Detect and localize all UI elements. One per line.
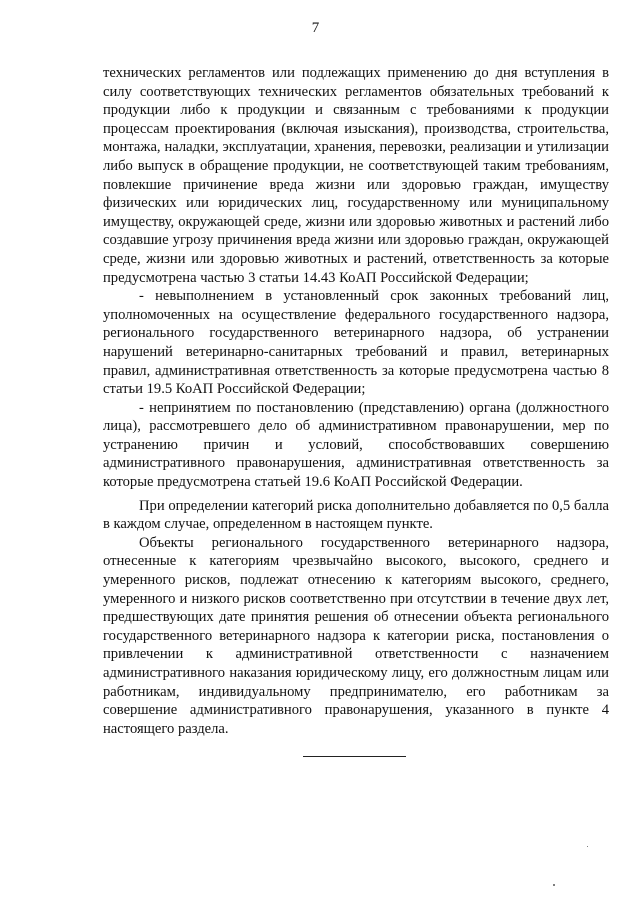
end-divider-line xyxy=(303,756,406,757)
paragraph-list-item-1: - невыполнением в установленный срок законных требований лиц, уполномоченных на осуществление федерального государственного надзора, регионального государственного ветеринарного надзора, об устранении нарушений ветеринарно-санитарных требований и правил, ветеринарных правил, административная ответственность за которые предусмотрена частью 8 статьи 19.5 КоАП Российской Федерации; xyxy=(103,288,609,398)
paragraph-risk-categories: Объекты регионального государственного ветеринарного надзора, отнесенные к категориям чрезвычайно высокого, высокого, среднего и умеренного рисков, подлежат отнесению к категориям высокого, среднего, умеренного и низкого рисков соответственно при отсутствии в течение двух лет, предшествующих дате принятия решения об отнесении объекта регионального государственного ветеринарного надзора к категории риска, постановления о привлечении к административной ответственности с назначением административного наказания юридическому лицу, его должностным лицам или работникам, индивидуальному предпринимателю, его работникам за совершение административного правонарушения, указанного в пункте 4 настоящего раздела. xyxy=(103,534,609,737)
document-body xyxy=(103,64,609,738)
scan-speck xyxy=(553,884,555,886)
paragraph-list-item-2: - непринятием по постановлению (представлению) органа (должностного лица), рассмотревшего дело об административном правонарушении, мер по устранению причин и условий, способствовавших совершению административного правонарушения, административная ответственность за которые предусмотрена статьей 19.6 КоАП Российской Федерации. xyxy=(103,399,609,491)
page-number: 7 xyxy=(311,20,320,36)
paragraph-continuation: технических регламентов или подлежащих применению до дня вступления в силу соответствующих технических регламентов обязательных требований к продукции либо к продукции и связанным с требованиями к продукции процессам проектирования (включая изыскания), производства, строительства, монтажа, наладки, эксплуатации, хранения, перевозки, реализации и утилизации либо выпуск в обращение продукции, не соответствующей таким требованиям, повлекшие причинение вреда жизни или здоровью граждан, имуществу физических или юридических лиц, государственному или муниципальному имуществу, окружающей среде, жизни или здоровью животных и растений либо создавшие угрозу причинения вреда жизни или здоровью граждан, окружающей среде, жизни или здоровью животных и растений, ответственность за которые предусмотрена частью 3 статьи 14.43 КоАП Российской Федерации; xyxy=(103,65,609,286)
paragraph-risk-points: При определении категорий риска дополнительно добавляется по 0,5 балла в каждом случае, определенном в настоящем пункте. xyxy=(103,497,609,533)
scan-speck xyxy=(587,846,588,847)
